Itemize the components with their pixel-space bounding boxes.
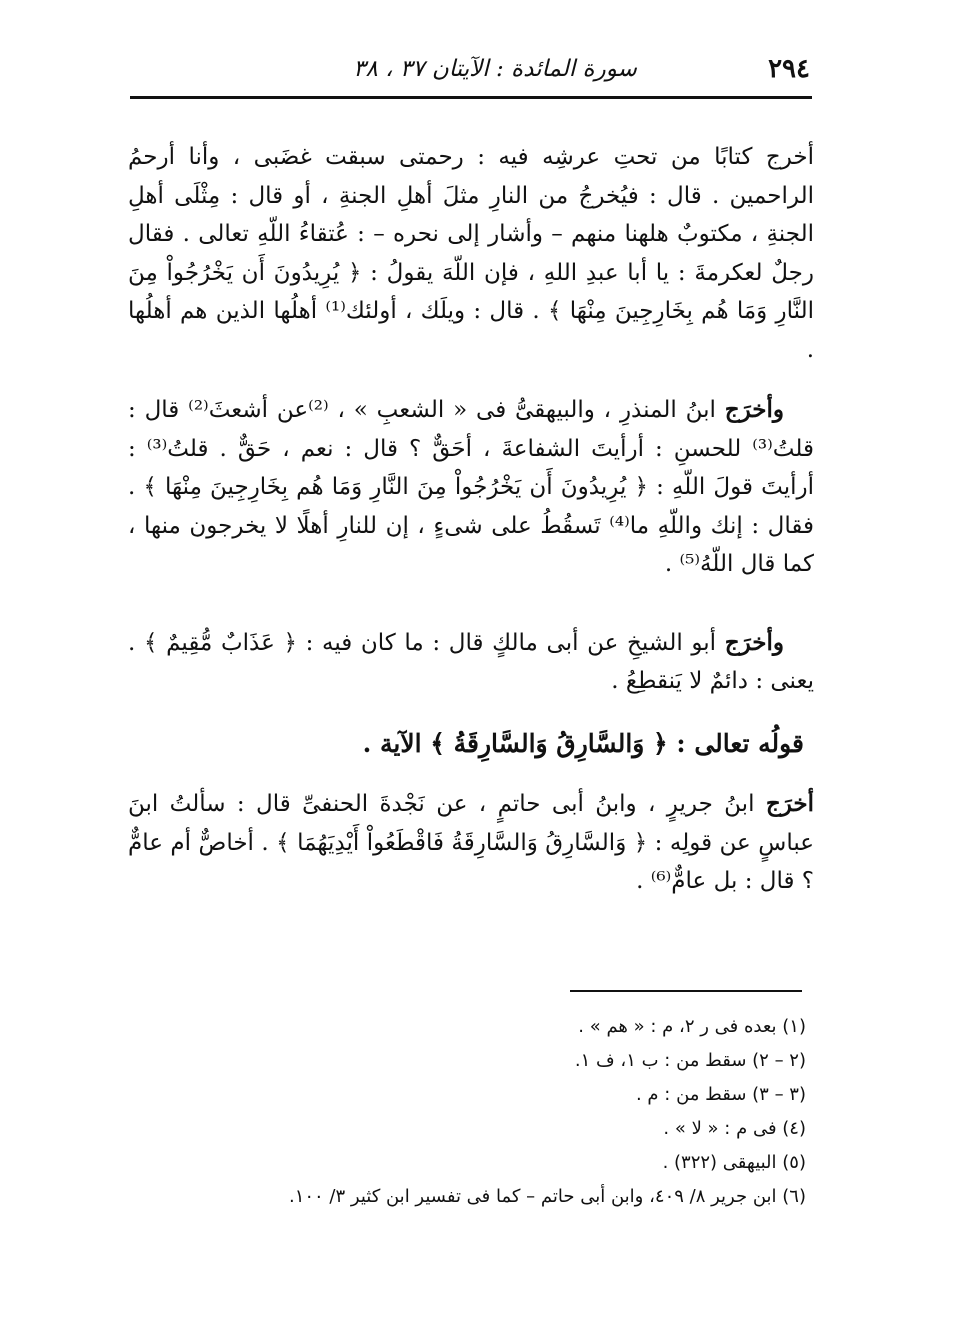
paragraph-4	[128, 785, 814, 901]
paragraph-4-text: ابنُ جريرٍ ، وابنُ أبى حاتمٍ ، عن نَجْدةَ الحنفىِّ قال : سألتُ ابنَ عباسٍ عن قولِه : ﴿ وَالسَّارِقُ وَالسَّارِقَةُ فَاقْطَعُواْ أَيْدِيَهُمَا ﴾ . أخاصٌّ أم عامٌّ ؟ قال : بل عامٌّ⁽⁶⁾ .	[128, 791, 814, 894]
footnotes	[200, 1010, 806, 1214]
paragraph-3-lead: وأخرَج	[724, 628, 784, 656]
footnote-5: (٥) البيهقى (٣٢٢) .	[662, 1152, 806, 1173]
paragraph-4-lead: أخرَج	[765, 790, 814, 817]
footnote-2: (٢ – ٢) سقط من : ب ١، ف ١.	[574, 1050, 806, 1071]
paragraph-2-lead: وأخرَج	[724, 396, 785, 423]
paragraph-3-text: أبو الشيخِ عن أبى مالكٍ قال : ما كان فيه : ﴿ عَذَابٌ مُّقِيمٌ ﴾ . يعنى : دائمٌ لا يَنقطِعُ .	[128, 629, 814, 694]
header-divider	[130, 96, 812, 99]
running-head: سورة المائدة : الآيتان ٣٧ ، ٣٨	[353, 56, 637, 82]
paragraph-2-text: ابنُ المنذرِ ، والبيهقىُّ فى « الشعبِ » ، ⁽²⁾عن أشعثَ⁽²⁾ قال : قلتُ⁽³⁾ للحسنِ : أرأيتَ الشفاعةَ ، أحَقٌّ ؟ قال : نعم ، حَقٌّ . قلتُ⁽³⁾ : أرأيتَ قولَ اللّهِ : ﴿ يُرِيدُونَ أَن يَخْرُجُواْ مِنَ النَّارِ وَمَا هُم بِخَارِجِينَ مِنْهَا ﴾ . فقال : إنك واللّهِ ما⁽⁴⁾ تَسقُطُ على شىءٍ ، إن للنارِ أهلًا لا يخرجون منها ، كما قال اللّهُ⁽⁵⁾ .	[128, 397, 814, 577]
footnote-6: (٦) ابن جرير ٨/ ٤٠٩، وابن أبى حاتم – كما فى تفسير ابن كثير ٣/ ١٠٠.	[288, 1186, 806, 1207]
paragraph-2	[128, 391, 814, 584]
main-text	[128, 138, 814, 901]
footnote-divider	[570, 990, 802, 992]
footnote-1: (١) بعده فى ر ٢، م : « هم » .	[578, 1016, 806, 1037]
page-header	[130, 48, 810, 92]
page-number: ٢٩٤	[768, 54, 810, 84]
footnote-3: (٣ – ٣) سقط من : م .	[635, 1084, 806, 1105]
section-heading: قولُه تعالى : ﴿ وَالسَّارِقُ وَالسَّارِقَةُ ﴾ الآية .	[362, 728, 804, 758]
paragraph-3	[128, 624, 814, 701]
footnote-4: (٤) فى م : « لا » .	[663, 1118, 806, 1139]
paragraph-1: أخرج كتابًا من تحتِ عرشِه فيه : رحمتى سبقت غضَبى ، وأنا أرحمُ الراحمين . قال : فيُخرجُ من النارِ مثلَ أهلِ الجنةِ ، أو قال : مِثْلَى أهلِ الجنةِ ، مكتوبٌ هلهنا منهم – وأشار إلى نحره – : عُتقاءُ اللّهِ تعالى . فقال رجلٌ لعكرمةَ : يا أبا عبدِ اللهِ ، فإن اللّهَ يقولُ : ﴿ يُرِيدُونَ أَن يَخْرُجُواْ مِنَ النَّارِ وَمَا هُم بِخَارِجِينَ مِنْهَا ﴾ . قال : ويلَك ، أولئك⁽¹⁾ أهلُها الذين هم أهلُها .	[128, 144, 814, 363]
